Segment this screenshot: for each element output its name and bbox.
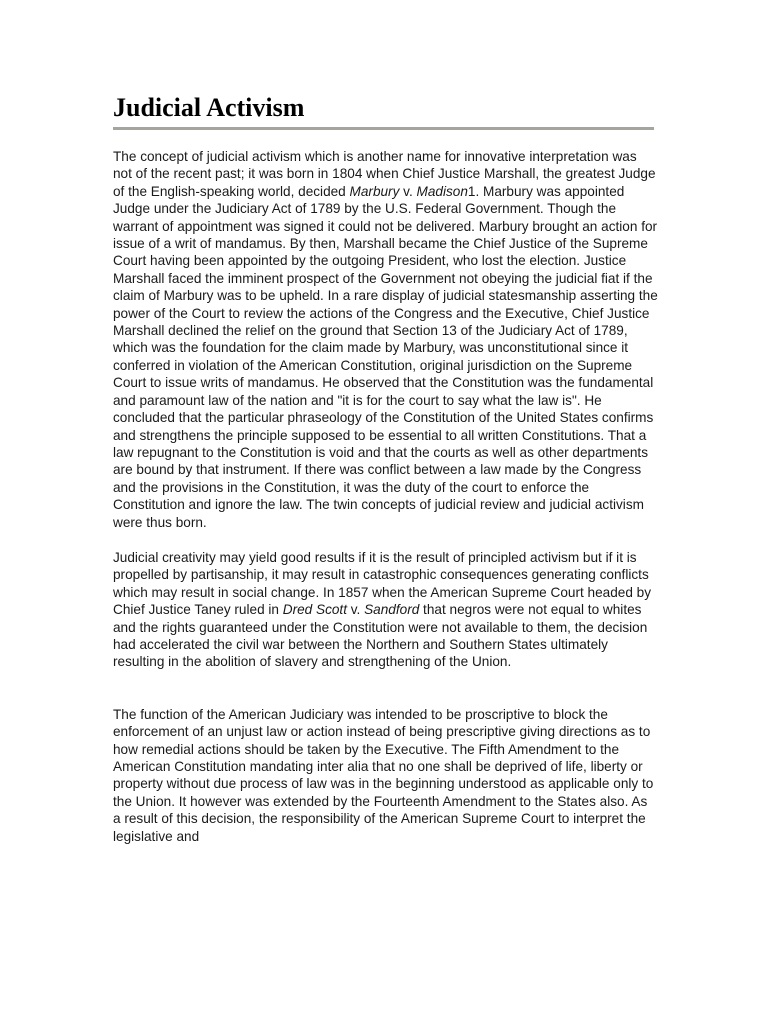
- paragraph-2-text-a: Judicial creativity may yield good results if it is the result of principled activism but if it is propelled by partisanship, it may result in catastrophic consequences generating conflicts which may result in social change. In 1857 when the American Supreme Court headed by Chief Justice Taney ruled in: [113, 549, 652, 618]
- case-name-dred-scott: Dred Scott: [282, 602, 347, 618]
- document-page: [113, 92, 658, 845]
- paragraph-1: [113, 148, 658, 531]
- versus-text: v.: [346, 602, 365, 618]
- title-underline: [113, 127, 654, 130]
- paragraph-2-text-b: that negros were not equal to whites and the rights guaranteed under the Constitution were not available to them, the decision had accelerated the civil war between the Northern and Southern States ultimately resulting in the abolition of slavery and strengthening of the Union.: [113, 602, 648, 670]
- document-title: Judicial Activism: [113, 93, 305, 122]
- paragraph-1-text-a: The concept of judicial activism which is another name for innovative interpretation was not of the recent past; it was born in 1804 when Chief Justice Marshall, the greatest Judge of the English-speaking world, decided: [113, 149, 656, 199]
- paragraph-3: The function of the American Judiciary was intended to be proscriptive to block the enforcement of an unjust law or action instead of being prescriptive giving directions as to how remedial actions should be taken by the Executive. The Fifth Amendment to the American Constitution mandating inter alia that no one shall be deprived of life, liberty or property without due process of law was in the beginning understood as applicable only to the Union. It however was extended by the Fourteenth Amendment to the States also. As a result of this decision, the responsibility of the American Supreme Court to interpret the legislative and: [113, 706, 654, 844]
- paragraph-1-text-b: 1. Marbury was appointed Judge under the Judiciary Act of 1789 by the U.S. Federal Government. Though the warrant of appointment was signed it could not be delivered. Marbury brought an action for issue of a writ of mandamus. By then, Marshall became the Chief Justice of the Supreme Court having been appointed by the outgoing President, who lost the election. Justice Marshall faced the imminent prospect of the Government not obeying the judicial fiat if the claim of Marbury was to be upheld. In a rare display of judicial statesmanship asserting the power of the Court to review the actions of the Congress and the Executive, Chief Justice Marshall declined the relief on the ground that Section 13 of the Judiciary Act of 1789, which was the foundation for the claim made by Marbury, was unconstitutional since it conferred in violation of the American Constitution, original jurisdiction on the Supreme Court to issue writs of mandamus. He observed that the Constitution was the fundamental and paramount law of the nation and "it is for the court to say what the law is". He concluded that the particular phraseology of the Constitution of the United States confirms and strengthens the principle supposed to be essential to all written Constitutions. That a law repugnant to the Constitution is void and that the courts as well as other departments are bound by that instrument. If there was conflict between a law made by the Congress and the provisions in the Constitution, it was the duty of the court to enforce the Constitution and ignore the law. The twin concepts of judicial review and judicial activism were thus born.: [113, 183, 658, 530]
- case-name-madison: Madison: [416, 183, 468, 199]
- versus-text: v.: [399, 183, 417, 199]
- case-name-marbury: Marbury: [349, 183, 400, 199]
- case-name-sandford: Sandford: [364, 602, 420, 618]
- paragraph-2: [113, 549, 658, 671]
